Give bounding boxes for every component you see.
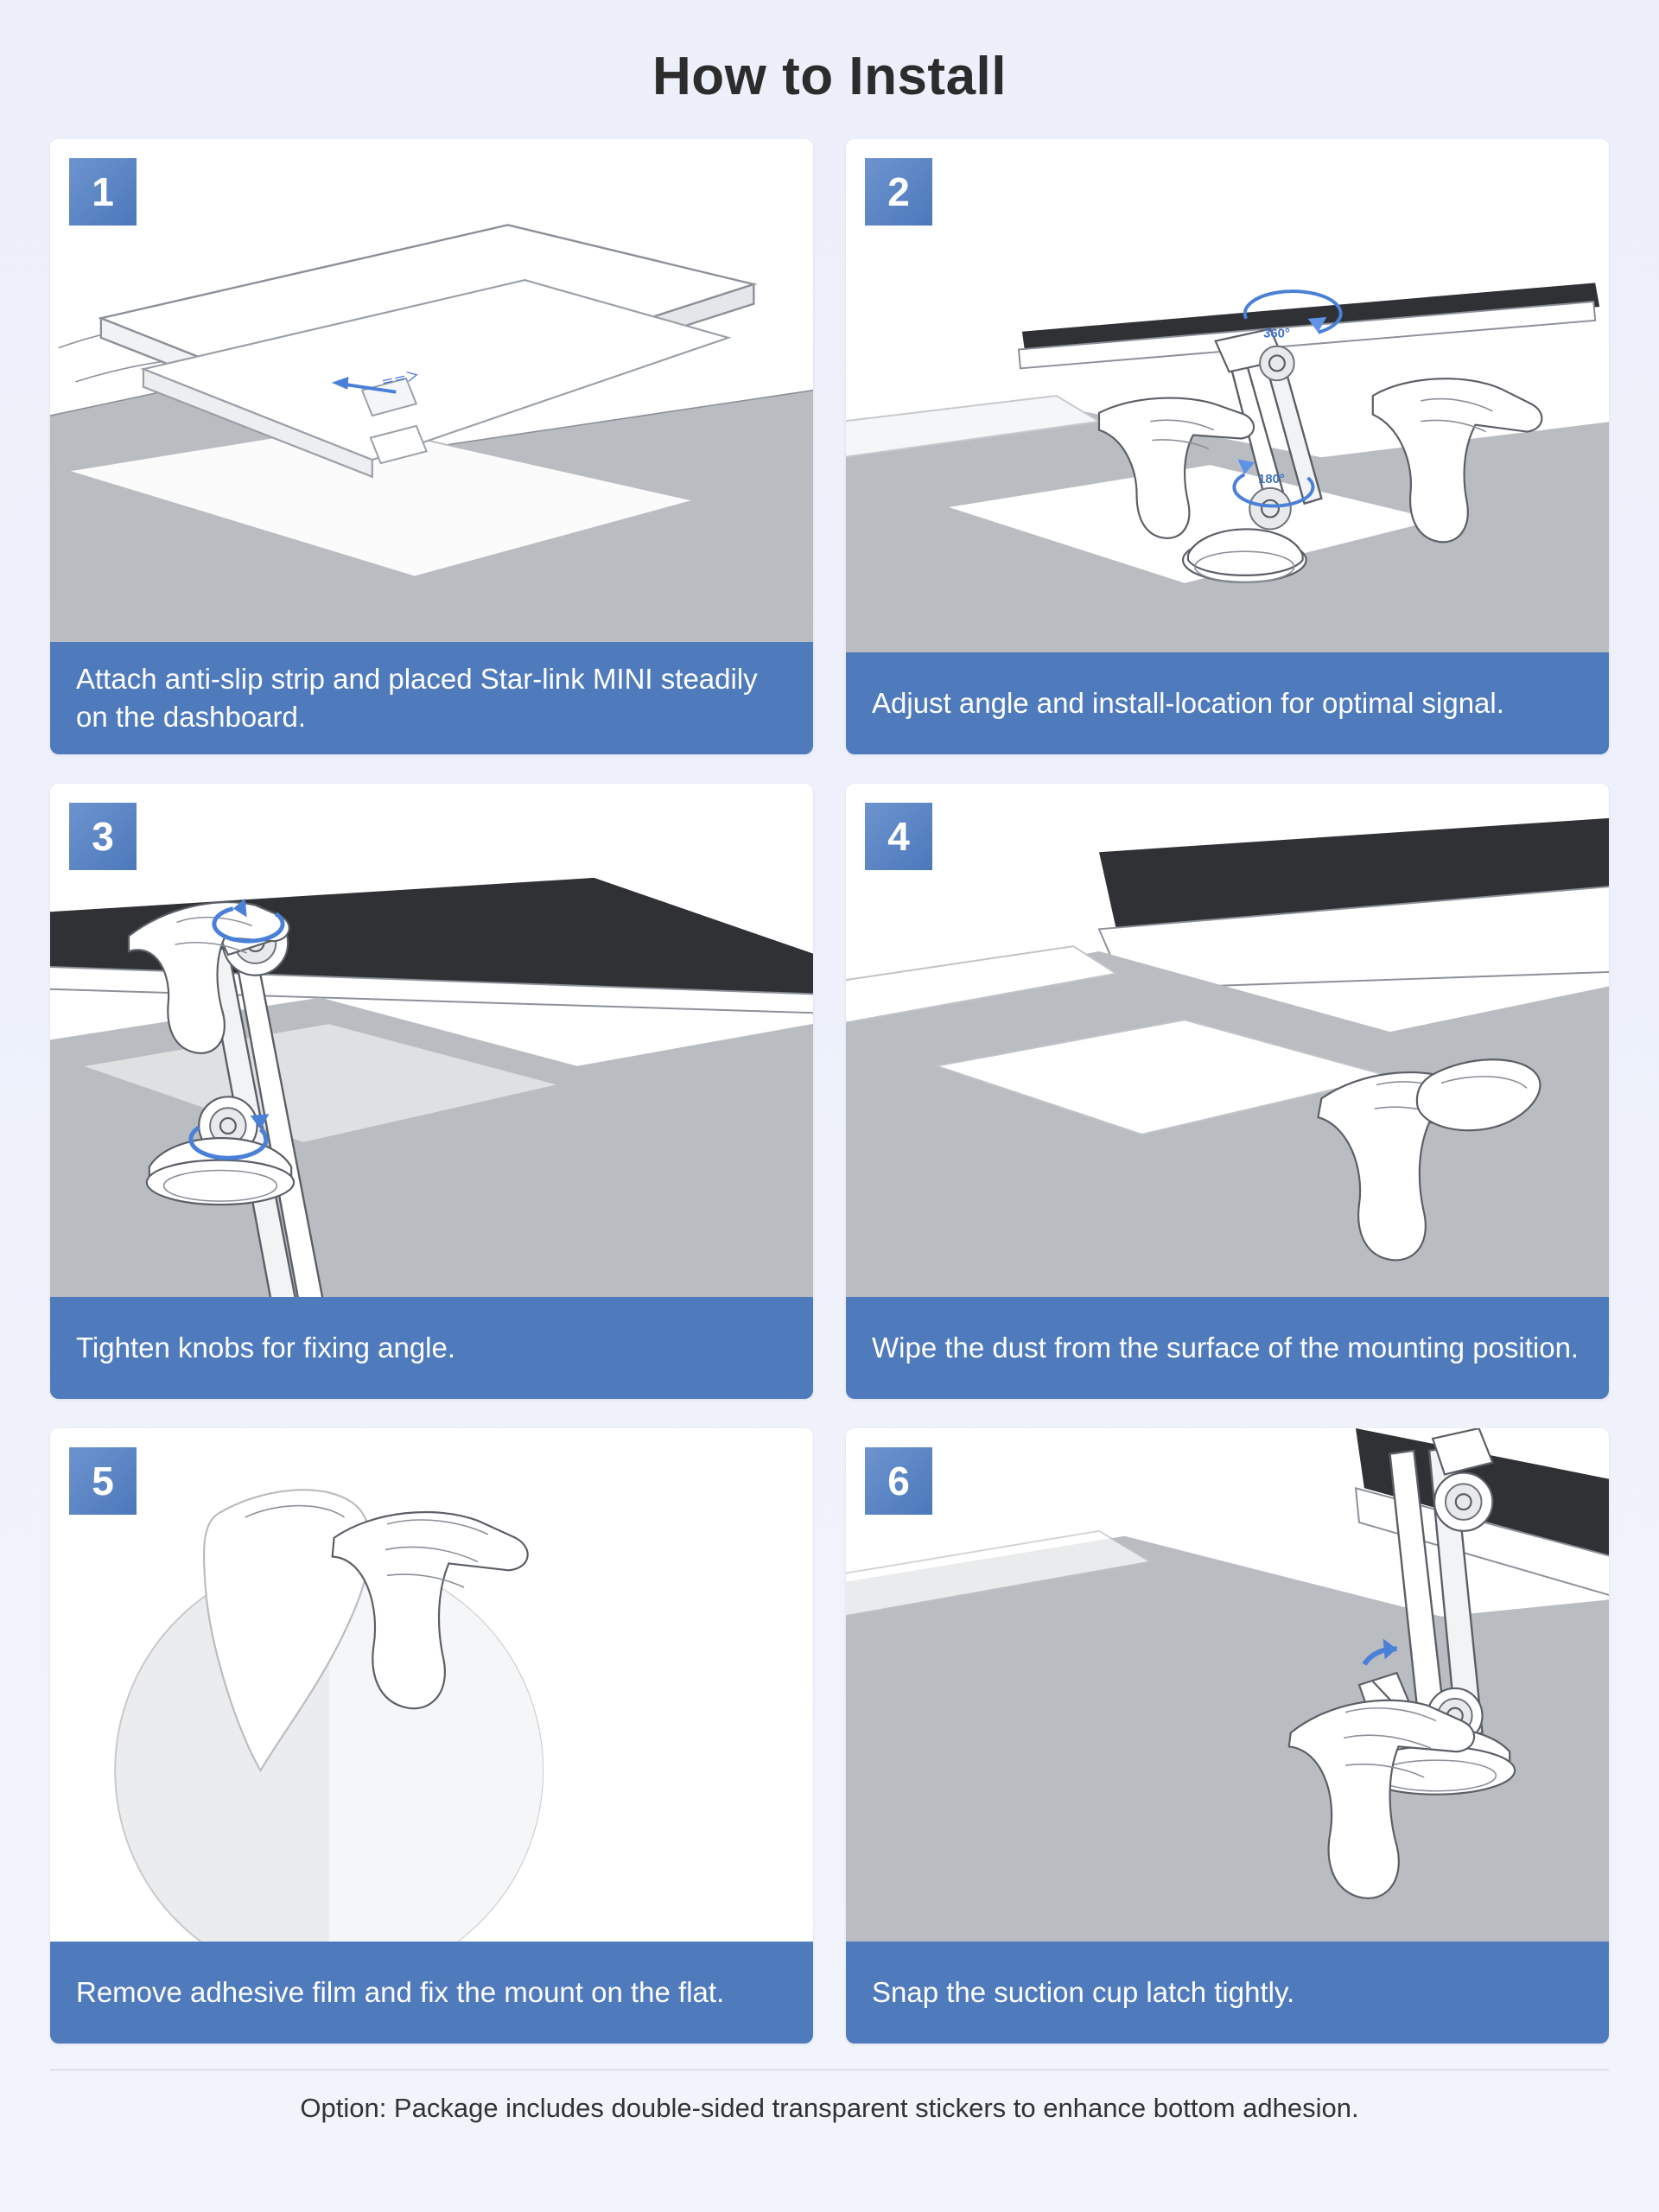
step-number-2: 2 [865, 158, 932, 226]
step-caption-2: Adjust angle and install-location for optimal signal. [846, 652, 1609, 754]
step-number-4: 4 [865, 803, 932, 870]
step-illustration-6 [846, 1428, 1609, 1942]
steps-grid [50, 139, 1609, 2044]
step-number-6: 6 [865, 1447, 932, 1515]
step-number-5: 5 [69, 1447, 137, 1515]
illustration-dish-on-dashboard [50, 139, 813, 641]
step-card-2 [846, 139, 1609, 754]
svg-text:＝＝＞: ＝＝＞ [380, 369, 421, 391]
illustration-wipe-dust [846, 784, 1609, 1297]
svg-text:360°: 360° [1263, 327, 1290, 341]
step-caption-6: Snap the suction cup latch tightly. [846, 1942, 1609, 2044]
step-caption-3: Tighten knobs for fixing angle. [50, 1297, 813, 1399]
step-number-1: 1 [69, 158, 137, 226]
step-illustration-2 [846, 139, 1609, 652]
illustration-remove-adhesive-film [50, 1428, 813, 1942]
svg-text:180°: 180° [1258, 473, 1285, 487]
step-card-1 [50, 139, 813, 754]
illustration-adjust-angle [846, 139, 1609, 652]
step-caption-1: Attach anti-slip strip and placed Star-link MINI steadily on the dashboard. [50, 642, 813, 755]
step-card-3 [50, 784, 813, 1399]
illustration-snap-suction-latch [846, 1428, 1609, 1942]
step-number-3: 3 [69, 803, 137, 870]
step-caption-4: Wipe the dust from the surface of the mounting position. [846, 1297, 1609, 1399]
step-card-5 [50, 1428, 813, 2044]
illustration-tighten-knobs [50, 784, 813, 1297]
step-caption-5: Remove adhesive film and fix the mount on the flat. [50, 1942, 813, 2044]
step-illustration-5 [50, 1428, 813, 1942]
step-illustration-3 [50, 784, 813, 1297]
page-title: How to Install [652, 47, 1007, 106]
step-illustration-4 [846, 784, 1609, 1297]
step-card-6 [846, 1428, 1609, 2044]
step-card-4 [846, 784, 1609, 1399]
footnote: Option: Package includes double-sided transparent stickers to enhance bottom adhesion. [50, 2069, 1609, 2124]
step-illustration-1 [50, 139, 813, 641]
